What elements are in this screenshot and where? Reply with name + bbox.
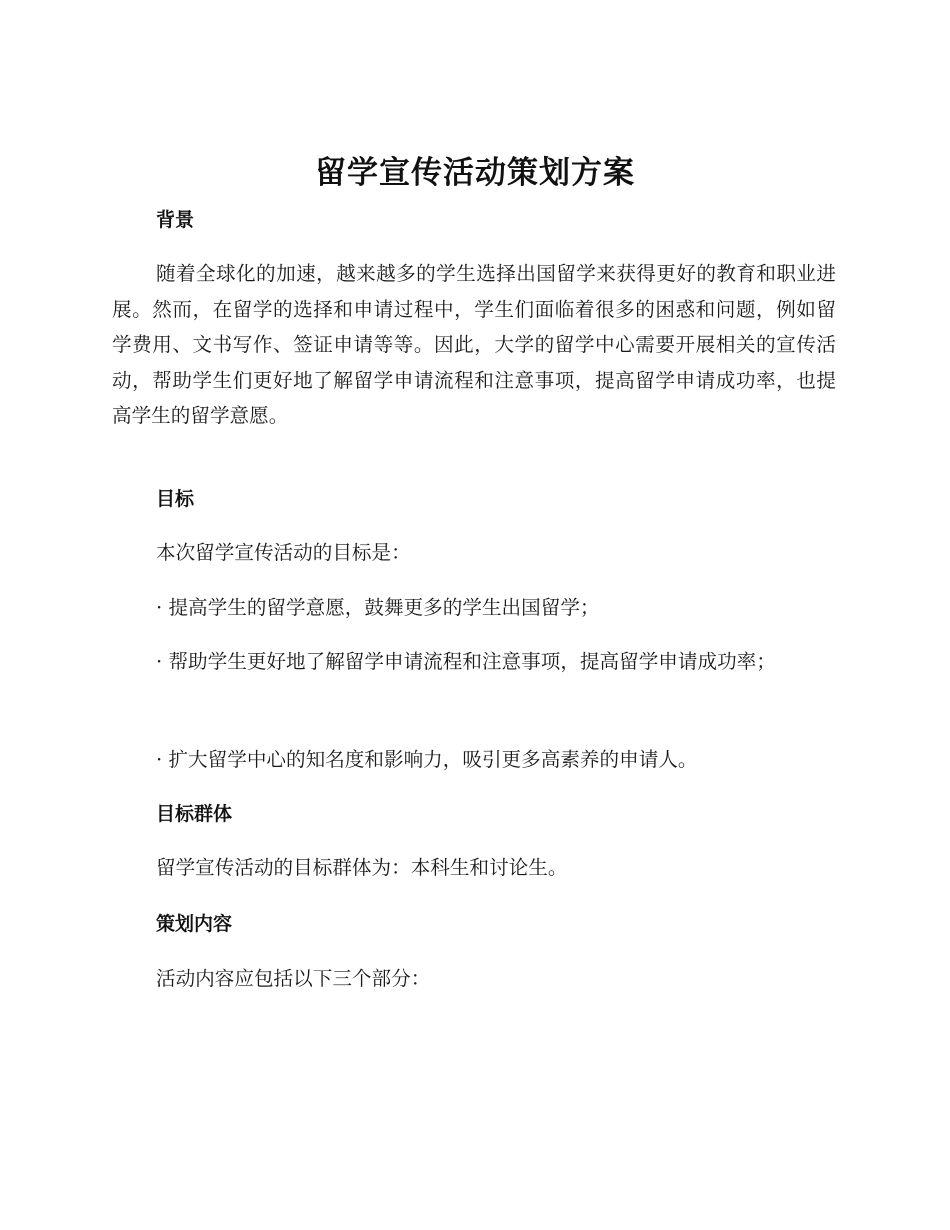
document-title: 留学宣传活动策划方案 <box>315 155 635 191</box>
plan-text: 活动内容应包括以下三个部分： <box>156 967 431 990</box>
section-heading-goals: 目标 <box>156 488 195 510</box>
goal-item-3: · 扩大留学中心的知名度和影响力，吸引更多高素养的申请人。 <box>156 748 698 771</box>
goal-item-2: · 帮助学生更好地了解留学申请流程和注意事项，提高留学申请成功率； <box>156 650 776 673</box>
target-group-text: 留学宣传活动的目标群体为：本科生和讨论生。 <box>156 856 568 879</box>
goals-intro: 本次留学宣传活动的目标是： <box>156 541 411 564</box>
background-paragraph: 随着全球化的加速，越来越多的学生选择出国留学来获得更好的教育和职业进展。然而，在留学的选择和申请过程中，学生们面临着很多的困惑和问题，例如留学费用、文书写作、签证申请等等。因此，大学的留学中心需要开展相关的宣传活动，帮助学生们更好地了解留学申请流程和注意事项，提高留学申请成功率，也提高学生的留学意愿。 <box>112 262 836 427</box>
section-heading-background: 背景 <box>156 209 195 231</box>
goal-item-1: · 提高学生的留学意愿，鼓舞更多的学生出国留学； <box>156 596 600 619</box>
section-heading-plan: 策划内容 <box>156 913 233 935</box>
section-heading-target-group: 目标群体 <box>156 803 233 825</box>
